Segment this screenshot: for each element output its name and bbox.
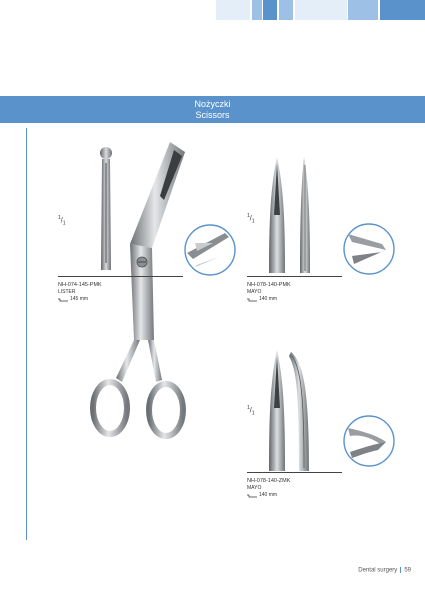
product-code: NH-074-145-PMK bbox=[58, 282, 102, 288]
product-code: NH-078-140-ZMK bbox=[247, 478, 291, 484]
section-banner bbox=[0, 96, 425, 123]
page-number: 59 bbox=[404, 567, 411, 574]
scale-label: $^1/_1$ bbox=[58, 215, 66, 227]
product-length: 145 mm bbox=[58, 296, 102, 303]
lister-tip-detail-circle bbox=[183, 223, 237, 277]
header-decoration-block bbox=[216, 0, 250, 20]
scale-label: $^1/_1$ bbox=[247, 405, 255, 417]
product-name: MAYO bbox=[247, 289, 262, 295]
left-accent-line bbox=[26, 128, 27, 540]
product-length: 140 mm bbox=[247, 296, 291, 303]
mayo-curved-tip-detail-circle bbox=[342, 414, 396, 468]
header-decoration-block bbox=[380, 0, 425, 20]
section-title-polish: Nożyczki bbox=[194, 99, 231, 109]
mayo-straight-scissors-image bbox=[263, 155, 323, 275]
header-decoration-block bbox=[348, 0, 378, 20]
mayo-curved-scissors-image bbox=[263, 348, 323, 473]
footer-section: Dental surgery bbox=[358, 567, 398, 574]
baseline-product-2 bbox=[247, 276, 342, 277]
product-length: 140 mm bbox=[247, 492, 290, 499]
product-name: LISTER bbox=[58, 289, 76, 295]
product-name: MAYO bbox=[247, 485, 262, 491]
header-decoration-block bbox=[252, 0, 262, 20]
baseline-product-3 bbox=[247, 472, 342, 473]
footer-separator bbox=[400, 567, 401, 573]
length-ruler-icon bbox=[247, 298, 257, 302]
product-info-1 bbox=[58, 282, 102, 303]
section-title-english: Scissors bbox=[195, 110, 230, 120]
product-info-2 bbox=[247, 282, 291, 303]
mayo-straight-tip-detail-circle bbox=[342, 222, 396, 276]
lister-scissors-image bbox=[90, 140, 190, 450]
scale-label: $^1/_1$ bbox=[247, 213, 255, 225]
length-ruler-icon bbox=[58, 298, 68, 302]
baseline-product-1 bbox=[58, 276, 183, 277]
product-code: NH-078-140-PMK bbox=[247, 282, 291, 288]
header-decoration-block bbox=[263, 0, 277, 20]
product-info-3 bbox=[247, 478, 290, 499]
length-ruler-icon bbox=[247, 494, 257, 498]
page-footer bbox=[358, 567, 411, 574]
header-decoration-block bbox=[279, 0, 293, 20]
header-decoration-block bbox=[295, 0, 347, 20]
